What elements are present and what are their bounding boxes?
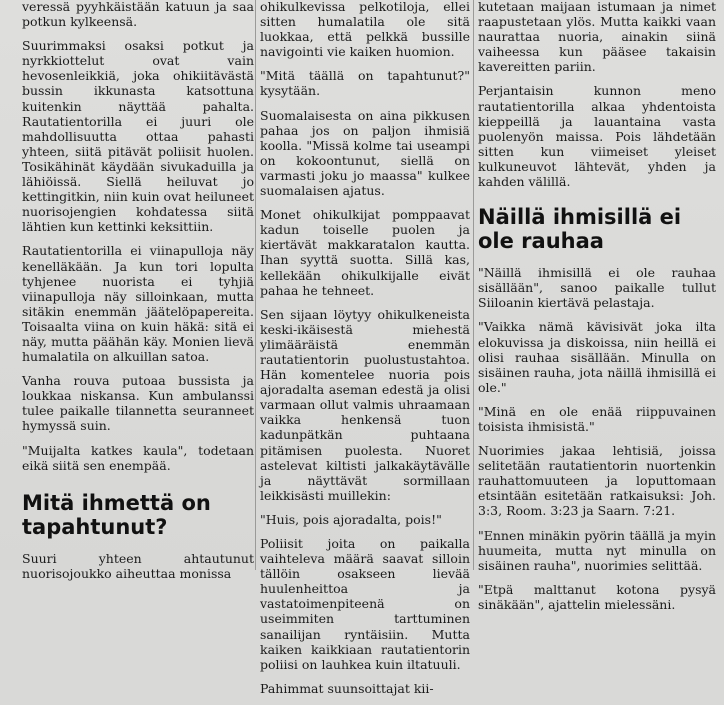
paragraph: Rautatientorilla ei viinapulloja näy kenelläkään. Ja kun tori lopulta tyhjenee nuorista ei tyhjiä viinapulloja näy silloinkaan, mutta sitäkin enemmän jäätelöpapereita. Toisaalta viina on kuin häkä: sitä ei näy, mutta päähän käy. Monien lievä humalatila on alkuillan satoa.	[22, 243, 254, 365]
paragraph: Poliisit joita on paikalla vaihteleva määrä saavat silloin tällöin osakseen lievää huulenheittoa ja vastatoimenpiteenä on useimmiten tarttuminen sanailijan ryntäisiin. Mutta kaiken kaikkiaan rautatientorin poliisi on lauhkea kuin iltatuuli.	[260, 536, 470, 672]
paragraph: Nuorimies jakaa lehtisiä, joissa selitetään rautatientorin nuortenkin rauhattomuuteen ja loputtomaan etsintään esitetään ratkaisuksi: Joh. 3:3, Room. 3:23 ja Saarn. 7:21.	[478, 443, 716, 519]
paragraph: veressä pyyhkäistään katuun ja saa potkun kylkeensä.	[22, 0, 254, 30]
column-3	[478, 0, 716, 621]
paragraph: "Ennen minäkin pyörin täällä ja myin huumeita, mutta nyt minulla on sisäinen rauha", nuorimies selittää.	[478, 527, 716, 573]
subheading: Näillä ihmisillä ei ole rauhaa	[478, 205, 682, 254]
subheading: Mitä ihmettä on tapahtunut?	[22, 490, 211, 539]
paragraph: "Minä en ole enää riippuvainen toisista ihmisistä."	[478, 403, 716, 434]
paragraph: Suomalaisesta on aina pikkusen pahaa jos on paljon ihmisiä koolla. "Missä kolme tai useampi on kokoontunut, siellä on varmasti joku jo maassa" kulkee suomalaisen ajatus.	[260, 107, 470, 199]
paragraph: ohikulkevissa pelkotiloja, ellei sitten humalatila ole sitä luokkaa, että pelkkä bussille navigointi vie kaiken huomion.	[260, 0, 470, 60]
paragraph: "Huis, pois ajoradalta, pois!"	[260, 511, 442, 527]
paragraph: Perjantaisin kunnon meno rautatientorilla alkaa yhdentoista kieppeillä ja lauantaina vasta puolenyön maissa. Pois lähdetään sitten kun viimeiset yleiset kulkuneuvot lähtevät, yhden ja kahden välillä.	[478, 83, 716, 190]
paragraph: kutetaan maijaan istumaan ja nimet raapustetaan ylös. Mutta kaikki vaan naurattaa nuoria, ainakin siinä vaiheessa kun pääsee takaisin kavereitten pariin.	[478, 0, 716, 75]
paragraph: "Vaikka nämä kävisivät joka ilta elokuvissa ja diskoissa, niin heillä ei olisi rauhaa sisällään. Minulla on sisäinen rauha, jota näillä ihmisillä ei ole."	[478, 319, 716, 395]
paragraph: Vanha rouva putoaa bussista ja loukkaa niskansa. Kun ambulanssi tulee paikalle tilannetta seuranneet hymyssä suin.	[22, 373, 254, 434]
paragraph: Monet ohikulkijat pomppaavat kadun toiselle puolen ja kiertävät makkaratalon kautta. Ihan syyttä suotta. Sillä kas, kellekään ohikulkijalle eivät pahaa he tehneet.	[260, 207, 470, 298]
paragraph: "Muijalta katkes kaula", todetaan eikä siitä sen enempää.	[22, 442, 254, 473]
column-1	[22, 0, 254, 590]
paragraph: Pahimmat suunsoittajat kii-	[260, 680, 434, 696]
column-divider	[473, 0, 474, 570]
paragraph: Sen sijaan löytyy ohikulkeneista keski-ikäisestä miehestä ylimääräistä enemmän rautatientorin puolustustahtoa. Hän komentelee nuoria pois ajoradalta aseman edestä ja olisi varmaan ollut valmis uhraamaan vaikka henkensä tuon kadunpätkän puhtaana pitämisen puolesta. Nuoret astelevat kiltisti jalkakäytävälle ja näyttävät sormillaan leikkisästi muillekin:	[260, 306, 470, 503]
paragraph: "Mitä täällä on tapahtunut?" kysytään.	[260, 68, 470, 99]
column-divider	[255, 0, 256, 570]
paragraph: Suuri yhteen ahtautunut nuorisojoukko aiheuttaa monissa	[22, 550, 254, 581]
paragraph: "Näillä ihmisillä ei ole rauhaa sisällään", sanoo paikalle tullut Siiloanin kiertävä pelastaja.	[478, 265, 716, 311]
column-2	[260, 0, 470, 705]
paragraph: "Etpä malttanut kotona pysyä sinäkään", ajattelin mielessäni.	[478, 581, 716, 612]
paragraph: Suurimmaksi osaksi potkut ja nyrkkiottelut ovat vain hevosenleikkiä, joka ohikiitävästä bussin ikkunasta katsottuna kuitenkin näyttää pahalta. Rautatientorilla ei juuri ole mahdollisuutta ottaa pahasti yhteen, siitä pitävät poliisit huolen. Tosikähinät käydään sivukaduilla ja lähiöissä. Siellä heiluvat jo kettingitkin, niin kuin ovat heiluneet nuorisojengien kohdatessa siitä lähtien kun kettinki keksittiin.	[22, 38, 254, 235]
